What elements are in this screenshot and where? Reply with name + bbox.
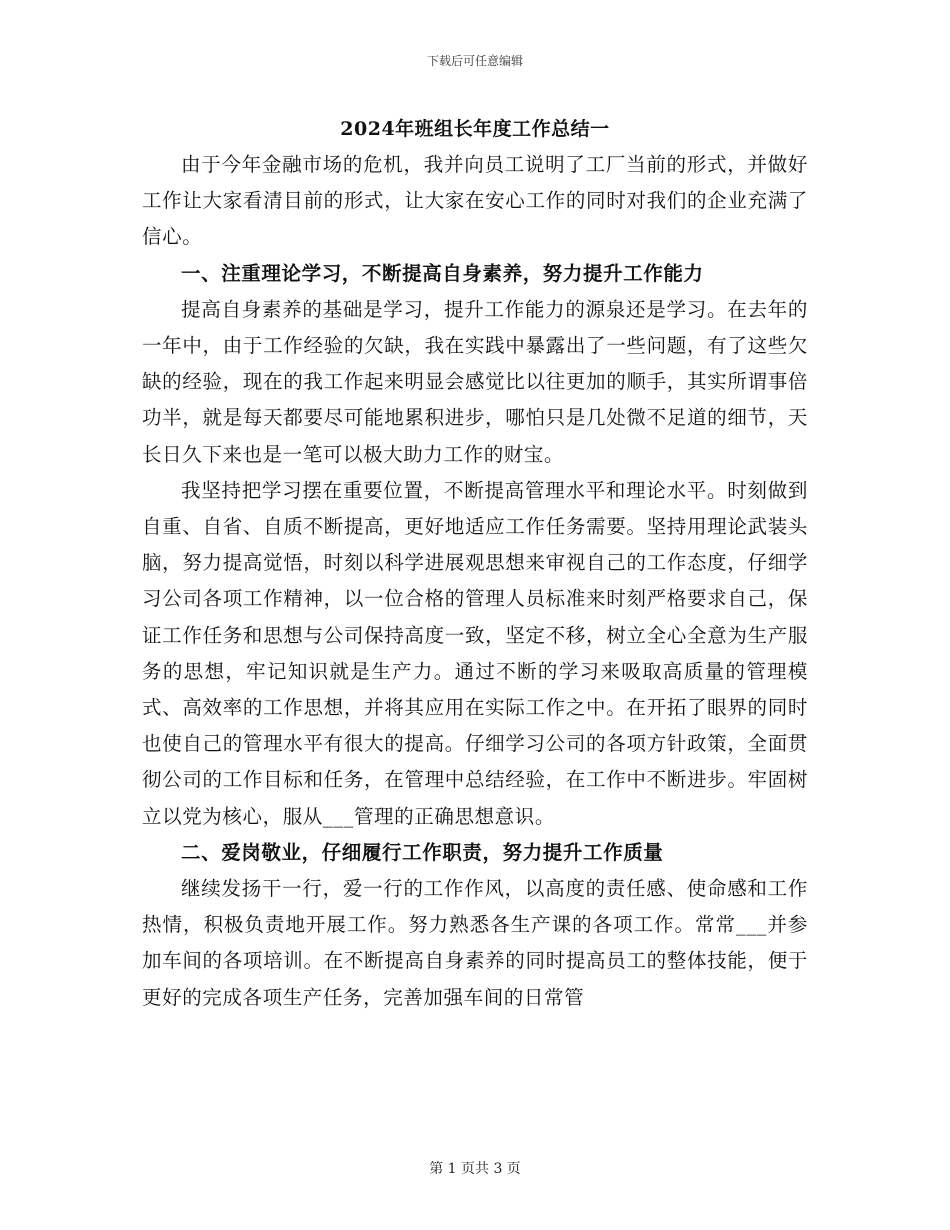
page-header: 下载后可任意编辑 (426, 54, 523, 68)
document-body (142, 147, 808, 1016)
paragraph-intro: 由于今年金融市场的危机，我并向员工说明了工厂当前的形式，并做好工作让大家看清目前的形式，让大家在安心工作的同时对我们的企业充满了信心。 (142, 153, 808, 249)
paragraph-2: 我坚持把学习摆在重要位置，不断提高管理水平和理论水平。时刻做到自重、自省、自质不断提高，更好地适应工作任务需要。坚持用理论武装头脑，努力提高觉悟，时刻以科学进展观思想来审视自己的工作态度，仔细学习公司各项工作精神，以一位合格的管理人员标准来时刻严格要求自己，保证工作任务和思想与公司保持高度一致，坚定不移，树立全心全意为生产服务的思想，牢记知识就是生产力。通过不断的学习来吸取高质量的管理模式、高效率的工作思想，并将其应用在实际工作之中。在开拓了眼界的同时也使自己的管理水平有很大的提高。仔细学习公司的各项方针政策，全面贯彻公司的工作目标和任务，在管理中总结经验，在工作中不断进步。牢固树立以党为核心，服从___管理的正确思想意识。 (142, 478, 808, 828)
paragraph-3: 继续发扬干一行，爱一行的工作作风，以高度的责任感、使命感和工作热情，积极负责地开展工作。努力熟悉各生产课的各项工作。常常___并参加车间的各项培训。在不断提高自身素养的同时提高员工的整体技能，便于更好的完成各项生产任务，完善加强车间的日常管 (142, 877, 808, 1009)
paragraph-1: 提高自身素养的基础是学习，提升工作能力的源泉还是学习。在去年的一年中，由于工作经验的欠缺，我在实践中暴露出了一些问题，有了这些欠缺的经验，现在的我工作起来明显会感觉比以往更加的顺手，其实所谓事倍功半，就是每天都要尽可能地累积进步，哪怕只是几处微不足道的细节，天长日久下来也是一笔可以极大助力工作的财宝。 (142, 297, 808, 466)
document-title: 2024年班组长年度工作总结一 (340, 118, 610, 140)
section-heading-2: 二、爱岗敬业，仔细履行工作职责，努力提升工作质量 (181, 840, 664, 864)
page-footer: 第 1 页共 3 页 (429, 1161, 521, 1177)
section-heading-1: 一、注重理论学习，不断提高自身素养，努力提升工作能力 (181, 261, 704, 285)
